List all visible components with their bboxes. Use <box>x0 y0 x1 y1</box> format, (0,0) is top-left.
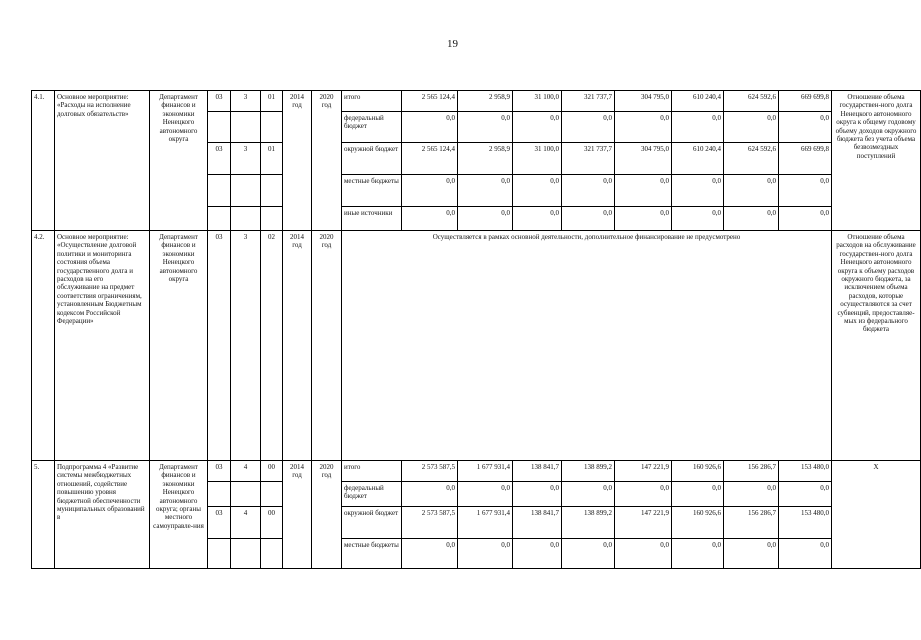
table-row <box>32 461 921 482</box>
value-cell: 0,0 <box>672 112 724 143</box>
funding-source: окружной бюджет <box>342 143 402 175</box>
year-end: 2020 год <box>312 231 342 461</box>
code-activity-empty <box>261 112 283 143</box>
funding-source: итого <box>342 91 402 112</box>
executor: Департамент финансов и экономики Ненецкого автономного округа; органы местного самоуправле-ния <box>150 461 208 569</box>
year-start: 2014 год <box>283 91 312 231</box>
code-subprogram-empty <box>231 207 261 231</box>
page-number: 19 <box>447 38 458 50</box>
year-start: 2014 год <box>283 461 312 569</box>
code-program: 03 <box>208 461 231 482</box>
code-program-empty <box>208 207 231 231</box>
value-cell: 0,0 <box>513 539 562 569</box>
code-subprogram-empty <box>231 112 261 143</box>
code-activity: 02 <box>261 231 283 461</box>
value-cell: 321 737,7 <box>562 91 615 112</box>
value-cell: 0,0 <box>513 112 562 143</box>
value-cell: 0,0 <box>779 482 832 507</box>
code-program: 03 <box>208 231 231 461</box>
code-subprogram: 3 <box>231 91 261 112</box>
funding-source: окружной бюджет <box>342 507 402 539</box>
value-cell: 0,0 <box>615 112 672 143</box>
activity-name: Основное мероприятие: «Расходы на исполнение долговых обязательств» <box>55 91 150 231</box>
value-cell: 0,0 <box>672 482 724 507</box>
financing-notice: Осуществляется в рамках основной деятельности, дополнительное финансирование не предусмотрено <box>342 231 832 461</box>
value-cell: 0,0 <box>672 207 724 231</box>
activity-name: Основное мероприятие: «Осуществление долговой политики и мониторинга состояния объема государственного долга и расходов на его обслуживание на предмет соответствия ограничениям, установленным Бюджетным кодексом Российской Федерации» <box>55 231 150 461</box>
value-cell: 138 899,2 <box>562 507 615 539</box>
value-cell: 153 480,0 <box>779 507 832 539</box>
code-activity-empty <box>261 539 283 569</box>
value-cell: 0,0 <box>615 175 672 207</box>
value-cell: 0,0 <box>402 112 458 143</box>
section-number: 4.1. <box>32 91 55 231</box>
activity-name: Подпрограмма 4 «Развитие системы межбюджетных отношений, содействие повышению уровня бюджетной обеспеченности муниципальных образований в <box>55 461 150 569</box>
code-subprogram: 3 <box>231 231 261 461</box>
value-cell: 2 565 124,4 <box>402 91 458 112</box>
value-cell: 147 221,9 <box>615 461 672 482</box>
year-end: 2020 год <box>312 461 342 569</box>
value-cell: 138 841,7 <box>513 507 562 539</box>
budget-table <box>31 90 921 569</box>
code-subprogram-empty <box>231 175 261 207</box>
code-subprogram-empty <box>231 539 261 569</box>
value-cell: 0,0 <box>562 207 615 231</box>
value-cell: 321 737,7 <box>562 143 615 175</box>
value-cell: 304 795,0 <box>615 143 672 175</box>
funding-source: федеральный бюджет <box>342 482 402 507</box>
funding-source: федеральный бюджет <box>342 112 402 143</box>
year-start: 2014 год <box>283 231 312 461</box>
code-program: 03 <box>208 143 231 175</box>
value-cell: 156 286,7 <box>724 461 779 482</box>
value-cell: 0,0 <box>562 482 615 507</box>
value-cell: 0,0 <box>724 112 779 143</box>
value-cell: 160 926,6 <box>672 461 724 482</box>
value-cell: 304 795,0 <box>615 91 672 112</box>
code-subprogram-empty <box>231 482 261 507</box>
code-program-empty <box>208 175 231 207</box>
value-cell: 0,0 <box>562 539 615 569</box>
value-cell: 31 100,0 <box>513 143 562 175</box>
value-cell: 0,0 <box>779 207 832 231</box>
value-cell: 0,0 <box>615 482 672 507</box>
table-row <box>32 231 921 461</box>
value-cell: 1 677 931,4 <box>458 507 513 539</box>
value-cell: 0,0 <box>513 175 562 207</box>
value-cell: 138 841,7 <box>513 461 562 482</box>
value-cell: 0,0 <box>458 207 513 231</box>
outcome-indicator: Отношение объема расходов на обслуживание государствен-ного долга Ненецкого автономного округа к объему расходов окружного бюджета, за исключением объема расходов, которые осуществляются за счет субвенций, предоставляе-мых из федерального бюджета <box>832 231 921 461</box>
funding-source: местные бюджеты <box>342 175 402 207</box>
code-activity: 00 <box>261 461 283 482</box>
value-cell: 0,0 <box>458 175 513 207</box>
value-cell: 2 958,9 <box>458 91 513 112</box>
value-cell: 0,0 <box>724 482 779 507</box>
value-cell: 669 699,8 <box>779 91 832 112</box>
code-program-empty <box>208 112 231 143</box>
section-number: 4.2. <box>32 231 55 461</box>
value-cell: 0,0 <box>402 482 458 507</box>
funding-source: итого <box>342 461 402 482</box>
value-cell: 0,0 <box>672 539 724 569</box>
value-cell: 0,0 <box>402 539 458 569</box>
value-cell: 0,0 <box>458 482 513 507</box>
value-cell: 2 958,9 <box>458 143 513 175</box>
code-subprogram: 4 <box>231 507 261 539</box>
executor: Департамент финансов и экономики Ненецкого автономного округа <box>150 231 208 461</box>
value-cell: 0,0 <box>458 539 513 569</box>
value-cell: 0,0 <box>672 175 724 207</box>
value-cell: 156 286,7 <box>724 507 779 539</box>
value-cell: 138 899,2 <box>562 461 615 482</box>
funding-source: иные источники <box>342 207 402 231</box>
value-cell: 160 926,6 <box>672 507 724 539</box>
code-program-empty <box>208 482 231 507</box>
value-cell: 610 240,4 <box>672 91 724 112</box>
value-cell: 147 221,9 <box>615 507 672 539</box>
value-cell: 1 677 931,4 <box>458 461 513 482</box>
value-cell: 624 592,6 <box>724 91 779 112</box>
outcome-indicator: X <box>832 461 921 569</box>
code-program-empty <box>208 539 231 569</box>
value-cell: 624 592,6 <box>724 143 779 175</box>
code-activity-empty <box>261 207 283 231</box>
value-cell: 0,0 <box>779 175 832 207</box>
code-subprogram: 4 <box>231 461 261 482</box>
value-cell: 0,0 <box>402 175 458 207</box>
value-cell: 0,0 <box>458 112 513 143</box>
value-cell: 0,0 <box>724 175 779 207</box>
table-row <box>32 91 921 112</box>
value-cell: 0,0 <box>724 207 779 231</box>
value-cell: 0,0 <box>779 539 832 569</box>
executor: Департамент финансов и экономики Ненецкого автономного округа <box>150 91 208 231</box>
code-program: 03 <box>208 91 231 112</box>
value-cell: 31 100,0 <box>513 91 562 112</box>
value-cell: 0,0 <box>562 112 615 143</box>
year-end: 2020 год <box>312 91 342 231</box>
code-activity: 00 <box>261 507 283 539</box>
value-cell: 669 699,8 <box>779 143 832 175</box>
section-number: 5. <box>32 461 55 569</box>
value-cell: 0,0 <box>779 112 832 143</box>
code-subprogram: 3 <box>231 143 261 175</box>
value-cell: 0,0 <box>615 539 672 569</box>
code-program: 03 <box>208 507 231 539</box>
value-cell: 0,0 <box>513 482 562 507</box>
value-cell: 2 573 587,5 <box>402 461 458 482</box>
value-cell: 0,0 <box>402 207 458 231</box>
value-cell: 2 573 587,5 <box>402 507 458 539</box>
outcome-indicator: Отношение объема государствен-ного долга Ненецкого автономного округа к общему годовому объему доходов окружного бюджета без учета объема безвозмездных поступлений <box>832 91 921 231</box>
code-activity-empty <box>261 175 283 207</box>
value-cell: 0,0 <box>615 207 672 231</box>
code-activity-empty <box>261 482 283 507</box>
value-cell: 610 240,4 <box>672 143 724 175</box>
value-cell: 153 480,0 <box>779 461 832 482</box>
code-activity: 01 <box>261 91 283 112</box>
value-cell: 2 565 124,4 <box>402 143 458 175</box>
value-cell: 0,0 <box>724 539 779 569</box>
value-cell: 0,0 <box>562 175 615 207</box>
code-activity: 01 <box>261 143 283 175</box>
value-cell: 0,0 <box>513 207 562 231</box>
funding-source: местные бюджеты <box>342 539 402 569</box>
